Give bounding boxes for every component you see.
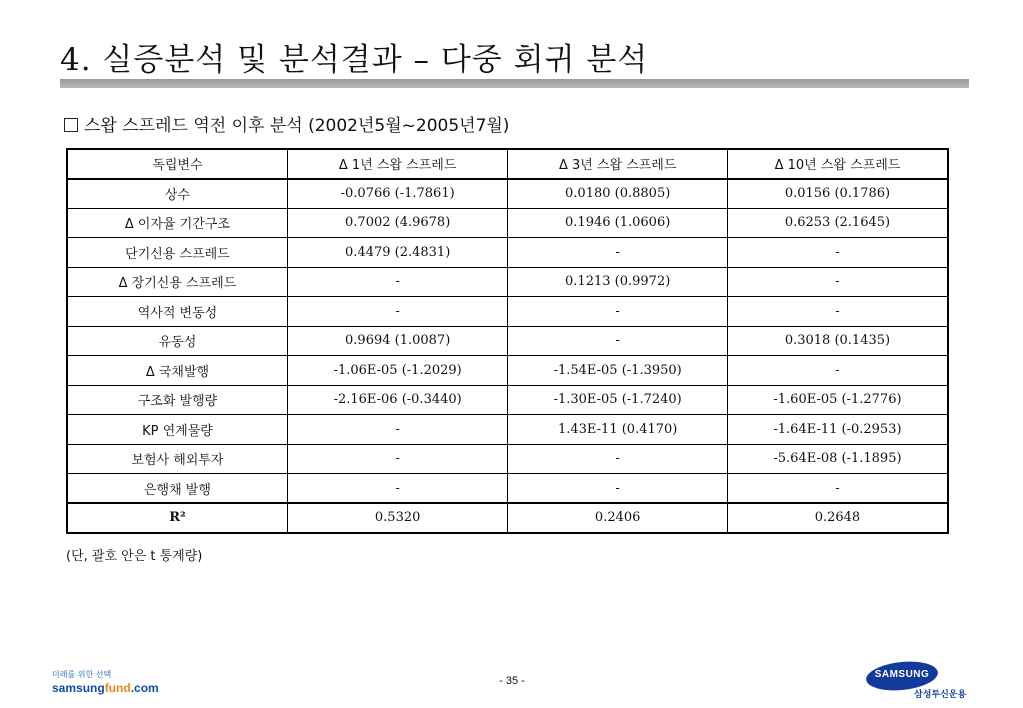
url-part-samsung: samsung	[52, 681, 105, 695]
table-row	[67, 356, 948, 386]
r-squared-cell: 0.2648	[727, 503, 948, 533]
table-row	[67, 208, 948, 238]
table-cell: 0.4479 (2.4831)	[287, 238, 508, 268]
table-cell: -	[727, 267, 948, 297]
table-cell: -	[287, 267, 508, 297]
table-cell: -1.54E-05 (-1.3950)	[508, 356, 728, 386]
company-name: 삼성투신운용	[914, 690, 967, 700]
table-row	[67, 474, 948, 504]
regression-table	[66, 148, 949, 534]
r-squared-row	[67, 503, 948, 533]
table-cell: -	[287, 444, 508, 474]
table-row	[67, 238, 948, 268]
row-label: 상수	[67, 179, 287, 209]
table-cell: -	[727, 356, 948, 386]
footer-site-link[interactable]	[52, 681, 159, 695]
table-row	[67, 444, 948, 474]
table-cell: 0.1213 (0.9972)	[508, 267, 728, 297]
table-cell: -	[508, 326, 728, 356]
table-row	[67, 179, 948, 209]
table-cell: -	[508, 444, 728, 474]
table-cell: -	[287, 474, 508, 504]
page-title: 4. 실증분석 및 분석결과 – 다중 회귀 분석	[60, 42, 649, 78]
table-cell: -1.64E-11 (-0.2953)	[727, 415, 948, 445]
r-squared-cell: 0.5320	[287, 503, 508, 533]
table-cell: -	[508, 238, 728, 268]
table-cell: 0.6253 (2.1645)	[727, 208, 948, 238]
header-cell-10y: Δ 10년 스왑 스프레드	[727, 149, 948, 179]
table-cell: 1.43E-11 (0.4170)	[508, 415, 728, 445]
row-label: 보험사 해외투자	[67, 444, 287, 474]
footer-tagline: 미래를 위한 선택	[52, 670, 112, 679]
table-cell: 0.7002 (4.9678)	[287, 208, 508, 238]
samsung-logo	[862, 660, 974, 706]
table-header-row	[67, 149, 948, 179]
table-cell: -2.16E-06 (-0.3440)	[287, 385, 508, 415]
table-cell: -	[287, 297, 508, 327]
table-row	[67, 385, 948, 415]
table-cell: 0.0156 (0.1786)	[727, 179, 948, 209]
table-cell: 0.0180 (0.8805)	[508, 179, 728, 209]
row-label: Δ 국채발행	[67, 356, 287, 386]
table-cell: -1.30E-05 (-1.7240)	[508, 385, 728, 415]
url-part-com: .com	[130, 681, 159, 695]
title-underline-bar	[60, 79, 969, 88]
row-label: Δ 이자율 기간구조	[67, 208, 287, 238]
table-cell: -0.0766 (-1.7861)	[287, 179, 508, 209]
row-label: 유동성	[67, 326, 287, 356]
section-subtitle	[64, 111, 509, 136]
header-cell-1y: Δ 1년 스왑 스프레드	[287, 149, 508, 179]
row-label: 은행채 발행	[67, 474, 287, 504]
table-cell: -	[287, 415, 508, 445]
table-row	[67, 326, 948, 356]
table-row	[67, 415, 948, 445]
table-row	[67, 297, 948, 327]
table-cell: 0.9694 (1.0087)	[287, 326, 508, 356]
page-number: - 35 -	[499, 675, 525, 687]
table-cell: 0.3018 (0.1435)	[727, 326, 948, 356]
table-row	[67, 267, 948, 297]
subtitle-text: 스왑 스프레드 역전 이후 분석 (2002년5월~2005년7월)	[84, 116, 510, 136]
row-label: Δ 장기신용 스프레드	[67, 267, 287, 297]
table-cell: -5.64E-08 (-1.1895)	[727, 444, 948, 474]
table-cell: -	[508, 474, 728, 504]
row-label: KP 연계물량	[67, 415, 287, 445]
table-cell: -	[727, 474, 948, 504]
table-cell: 0.1946 (1.0606)	[508, 208, 728, 238]
table-cell: -	[727, 238, 948, 268]
url-part-fund: fund	[104, 681, 131, 695]
row-label: 단기신용 스프레드	[67, 238, 287, 268]
table-cell: -1.60E-05 (-1.2776)	[727, 385, 948, 415]
table-cell: -	[508, 297, 728, 327]
header-cell-3y: Δ 3년 스왑 스프레드	[508, 149, 728, 179]
checkbox-square-icon	[64, 118, 78, 132]
row-label: 역사적 변동성	[67, 297, 287, 327]
samsung-logo-word: SAMSUNG	[874, 669, 930, 680]
row-label: 구조화 발행량	[67, 385, 287, 415]
r-squared-label: R²	[67, 503, 287, 533]
r-squared-cell: 0.2406	[508, 503, 728, 533]
table-cell: -	[727, 297, 948, 327]
header-cell-variable: 독립변수	[67, 149, 287, 179]
table-cell: -1.06E-05 (-1.2029)	[287, 356, 508, 386]
table-footnote: (단, 괄호 안은 t 통계량)	[66, 549, 203, 564]
